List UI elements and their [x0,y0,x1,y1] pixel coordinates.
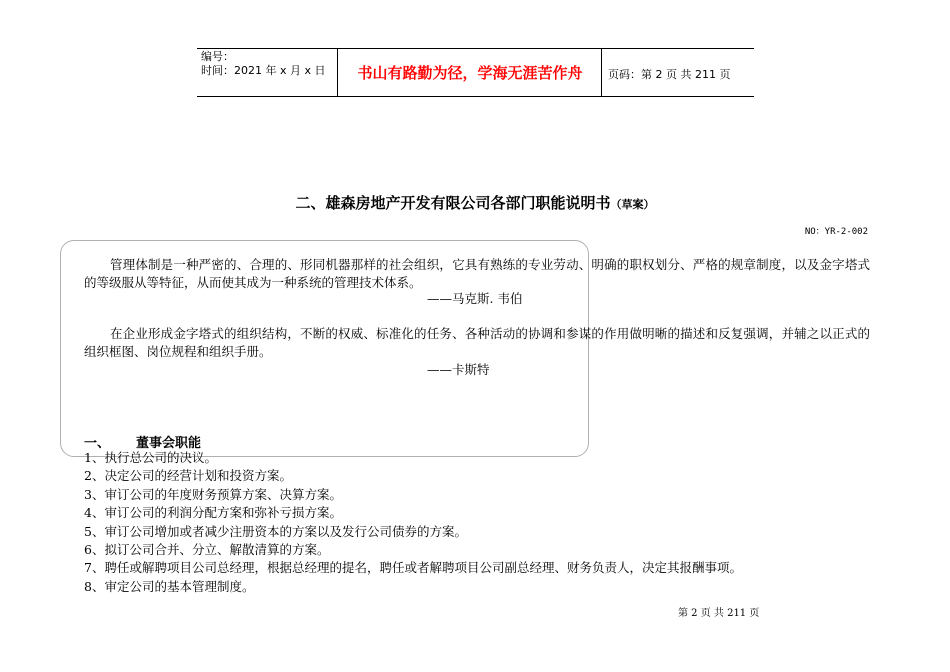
list-item: 8、审定公司的基本管理制度。 [84,578,255,594]
header-divider-right [601,49,602,96]
header-meta [201,50,333,78]
title-suffix: （草案） [610,198,655,211]
list-item: 6、拟订公司合并、分立、解散清算的方案。 [84,542,330,558]
list-item: 1、执行总公司的决议。 [84,450,217,465]
header-motto: 书山有路勤为径，学海无涯苦作舟 [357,64,583,82]
section-number: 一、 [84,436,111,451]
quote-paragraph-2: 在企业形成金字塔式的组织结构，不断的权威、标准化的任务、各种活动的协调和参谋的作用做明晰的描述和反复强调，并辅之以正式的组织框图、岗位规程和组织手册。 [84,326,870,359]
title-main: 二、雄森房地产开发有限公司各部门职能说明书 [295,194,611,212]
page-footer: 第 2 页 共 211 页 [678,608,760,619]
page-header [197,48,754,97]
header-time-label: 时间：2021 年 x 月 x 日 [201,64,326,77]
list-item: 2、决定公司的经营计划和投资方案。 [84,468,292,484]
document-title [0,193,950,215]
header-divider-left [337,49,338,96]
list-item: 7、聘任或解聘项目公司总经理，根据总经理的提名，聘任或者解聘项目公司副总经理、财务负责人，决定其报酬事项。 [84,560,742,576]
quote-author-1: ——马克斯. 韦伯 [427,291,523,306]
duty-list [84,449,742,596]
header-number-label: 编号： [201,50,234,63]
list-item: 4、审订公司的利润分配方案和弥补亏损方案。 [84,505,342,521]
quote-author-2: ——卡斯特 [427,362,490,377]
document-number: NO：YR-2-002 [804,227,868,237]
header-page-label: 页码：第 2 页 共 211 页 [608,68,731,81]
list-item: 3、审订公司的年度财务预算方案、决算方案。 [84,486,342,502]
section-title: 董事会职能 [136,436,202,451]
list-item: 5、审订公司增加或者减少注册资本的方案以及发行公司债券的方案。 [84,523,467,539]
quote-paragraph-1: 管理体制是一种严密的、合理的、形同机器那样的社会组织，它具有熟练的专业劳动、明确的职权划分、严格的规章制度，以及金字塔式的等级服从等特征，从而使其成为一种系统的管理技术体系。 [84,257,870,290]
